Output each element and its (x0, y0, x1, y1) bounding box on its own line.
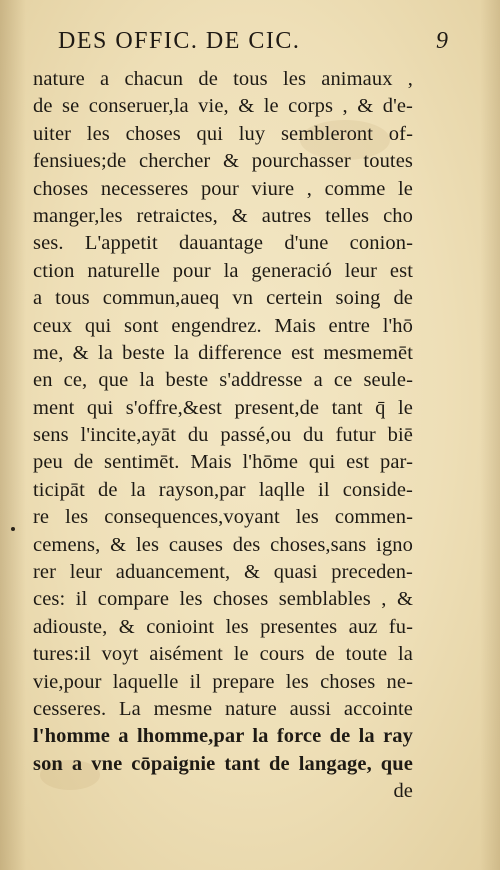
text-line: fensiues;de chercher & pourchasser toutes (33, 150, 413, 173)
text-line: en ce, que la beste s'addresse a ce seule- (33, 369, 413, 392)
text-line: ment qui s'offre,&est present,de tant q̄ le (33, 396, 413, 419)
text-line: choses necesseres pour viure , comme le (33, 177, 413, 200)
text-line: ction naturelle pour la generació leur est (33, 259, 413, 282)
margin-mark (11, 527, 15, 531)
text-line: uiter les choses qui luy sembleront of- (33, 122, 413, 145)
text-line: peu de sentimēt. Mais l'hōme qui est par- (33, 451, 413, 474)
text-line: vie,pour laquelle il prepare les choses ne- (33, 670, 413, 693)
text-line: de se conseruer,la vie, & le corps , & d'e- (33, 95, 413, 118)
text-line: ses. L'appetit dauantage d'une conion- (33, 232, 413, 255)
text-line: ticipāt de la rayson,par laqlle il conside- (33, 478, 413, 501)
text-line: manger,les retraictes, & autres telles cho (33, 204, 413, 227)
page-gutter-shadow (0, 0, 26, 870)
text-line: a tous commun,aueq vn certein soing de (33, 287, 413, 310)
text-line: l'homme a lhomme,par la force de la ray (33, 725, 413, 748)
body-text (33, 66, 413, 806)
text-line: rer leur aduancement, & quasi preceden- (33, 561, 413, 584)
text-line: adiouste, & conioint les presentes auz fu- (33, 615, 413, 638)
page-number: 9 (436, 28, 448, 54)
text-line: cemens, & les causes des choses,sans igno (33, 533, 413, 556)
text-line: son a vne cōpaignie tant de langage, que (33, 752, 413, 775)
text-line: cesseres. La mesme nature aussi accointe (33, 697, 413, 720)
page-header (58, 28, 448, 58)
text-line: tures:il voyt aisément le cours de toute la (33, 643, 413, 666)
running-head: DES OFFIC. DE CIC. (58, 28, 301, 54)
text-line: nature a chacun de tous les animaux , (33, 68, 413, 90)
text-line: ces: il compare les choses semblables , & (33, 588, 413, 611)
text-line: re les consequences,voyant les commen- (33, 506, 413, 529)
catchword: de (393, 780, 413, 803)
text-line: me, & la beste la difference est mesmemēt (33, 341, 413, 364)
text-line: sens l'incite,ayāt du passé,ou du futur biē (33, 424, 413, 447)
text-line: ceux qui sont engendrez. Mais entre l'hō (33, 314, 413, 337)
page-edge-shadow (480, 0, 500, 870)
